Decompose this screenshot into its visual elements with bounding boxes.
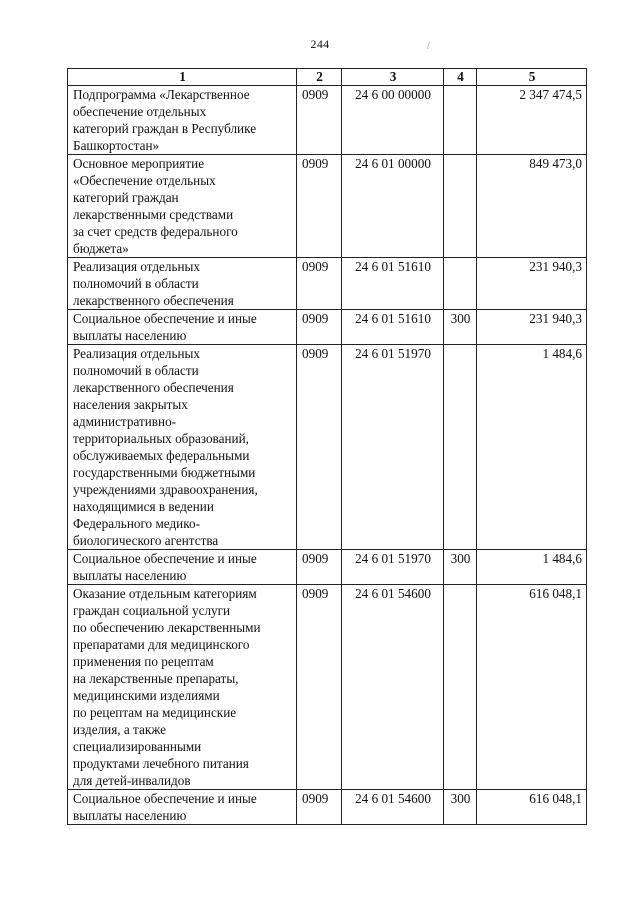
cell-name-line: Социальное обеспечение и иные: [73, 311, 257, 326]
cell-expense-type: 300: [444, 550, 477, 585]
cell-name-line: полномочий в области: [73, 276, 199, 291]
cell-name-line: Основное мероприятие: [73, 156, 205, 171]
cell-section: 0909: [297, 550, 342, 585]
cell-expense-type: 300: [444, 790, 477, 825]
table-row: [68, 86, 587, 155]
cell-name-line: для детей-инвалидов: [73, 773, 191, 788]
column-header-target-item: 3: [342, 69, 444, 86]
cell-name-line: Подпрограмма «Лекарственное: [73, 87, 250, 102]
cell-name: [68, 258, 297, 310]
cell-name: [68, 790, 297, 825]
cell-name-line: на лекарственные препараты,: [73, 671, 239, 686]
cell-expense-type: 300: [444, 310, 477, 345]
cell-name-line: территориальных образований,: [73, 431, 249, 446]
cell-amount: 1 484,6: [477, 550, 587, 585]
column-header-section: 2: [297, 69, 342, 86]
budget-table: [67, 68, 587, 825]
cell-name-line: выплаты населению: [73, 328, 187, 343]
table-row: [68, 155, 587, 258]
cell-name-line: обеспечение отдельных: [73, 104, 207, 119]
table-row: [68, 550, 587, 585]
cell-name-line: Федерального медико-: [73, 516, 200, 531]
cell-target-item: 24 6 01 51970: [342, 550, 444, 585]
cell-name-line: «Обеспечение отдельных: [73, 173, 216, 188]
cell-name-line: лекарственного обеспечения: [73, 293, 234, 308]
cell-name-line: Башкортостан»: [73, 138, 160, 153]
page-number: 244: [310, 37, 330, 51]
cell-name-line: Реализация отдельных: [73, 346, 201, 361]
column-header-expense-type: 4: [444, 69, 477, 86]
cell-name-line: специализированными: [73, 739, 202, 754]
cell-expense-type: [444, 86, 477, 155]
cell-target-item: 24 6 01 00000: [342, 155, 444, 258]
column-header-amount: 5: [477, 69, 587, 86]
cell-target-item: 24 6 01 51970: [342, 345, 444, 550]
cell-name-line: применения по рецептам: [73, 654, 214, 669]
cell-amount: 231 940,3: [477, 310, 587, 345]
cell-name-line: по рецептам на медицинские: [73, 705, 237, 720]
cell-name-line: граждан социальной услуги: [73, 603, 231, 618]
cell-name-line: Социальное обеспечение и иные: [73, 551, 257, 566]
cell-name-line: выплаты населению: [73, 568, 187, 583]
cell-amount: 849 473,0: [477, 155, 587, 258]
cell-name-line: Оказание отдельным категориям: [73, 586, 257, 601]
cell-name-line: населения закрытых: [73, 397, 188, 412]
cell-name: [68, 550, 297, 585]
table-row: [68, 790, 587, 825]
cell-section: 0909: [297, 345, 342, 550]
cell-name-line: категорий граждан: [73, 190, 179, 205]
cell-target-item: 24 6 01 51610: [342, 310, 444, 345]
cell-name: [68, 585, 297, 790]
cell-section: 0909: [297, 86, 342, 155]
cell-name-line: выплаты населению: [73, 808, 187, 823]
cell-section: 0909: [297, 585, 342, 790]
cell-section: 0909: [297, 258, 342, 310]
cell-target-item: 24 6 01 54600: [342, 790, 444, 825]
cell-name: [68, 345, 297, 550]
table-row: [68, 258, 587, 310]
cell-name-line: за счет средств федерального: [73, 224, 238, 239]
cell-name: [68, 86, 297, 155]
cell-amount: 616 048,1: [477, 585, 587, 790]
table-row: [68, 310, 587, 345]
cell-amount: 2 347 474,5: [477, 86, 587, 155]
cell-name-line: продуктами лечебного питания: [73, 756, 249, 771]
cell-name-line: биологического агентства: [73, 533, 219, 548]
cell-target-item: 24 6 00 00000: [342, 86, 444, 155]
cell-expense-type: [444, 345, 477, 550]
cell-name-line: полномочий в области: [73, 363, 199, 378]
cell-name-line: медицинскими изделиями: [73, 688, 220, 703]
cell-expense-type: [444, 155, 477, 258]
cell-name-line: лекарственного обеспечения: [73, 380, 234, 395]
cell-amount: 616 048,1: [477, 790, 587, 825]
column-header-name: 1: [68, 69, 297, 86]
cell-name-line: препаратами для медицинского: [73, 637, 250, 652]
table-row: [68, 345, 587, 550]
cell-expense-type: [444, 258, 477, 310]
cell-expense-type: [444, 585, 477, 790]
cell-name-line: учреждениями здравоохранения,: [73, 482, 258, 497]
cell-section: 0909: [297, 310, 342, 345]
cell-section: 0909: [297, 790, 342, 825]
cell-name: [68, 155, 297, 258]
table-header-row: [68, 69, 587, 86]
cell-name-line: государственными бюджетными: [73, 465, 256, 480]
cell-target-item: 24 6 01 51610: [342, 258, 444, 310]
cell-target-item: 24 6 01 54600: [342, 585, 444, 790]
cell-name-line: Реализация отдельных: [73, 259, 201, 274]
cell-name-line: изделия, а также: [73, 722, 167, 737]
cell-name-line: административно-: [73, 414, 177, 429]
cell-name: [68, 310, 297, 345]
table-body: [68, 86, 587, 825]
cell-name-line: лекарственными средствами: [73, 207, 234, 222]
cell-amount: 231 940,3: [477, 258, 587, 310]
table-row: [68, 585, 587, 790]
cell-name-line: обслуживаемых федеральными: [73, 448, 250, 463]
cell-section: 0909: [297, 155, 342, 258]
cell-name-line: по обеспечению лекарственными: [73, 620, 261, 635]
cell-amount: 1 484,6: [477, 345, 587, 550]
cell-name-line: Социальное обеспечение и иные: [73, 791, 257, 806]
cell-name-line: категорий граждан в Республике: [73, 121, 257, 136]
scan-mark: /: [427, 41, 430, 52]
cell-name-line: бюджета»: [73, 241, 129, 256]
cell-name-line: находящимися в ведении: [73, 499, 214, 514]
